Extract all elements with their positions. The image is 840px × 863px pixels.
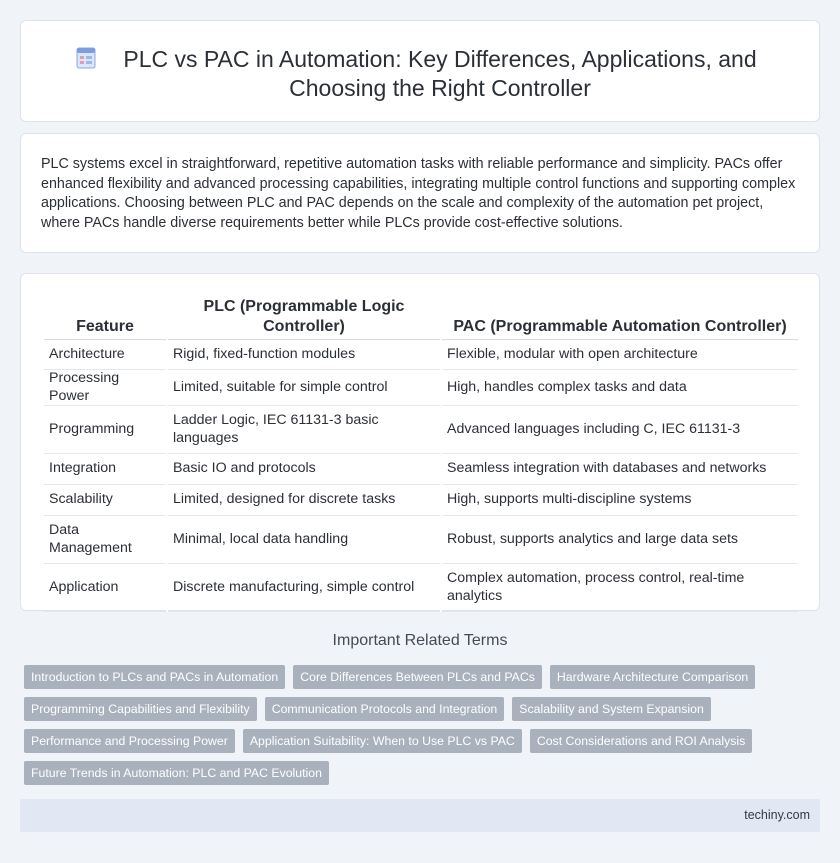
pac-cell: High, supports multi-discipline systems bbox=[441, 485, 798, 516]
related-term-tag[interactable]: Communication Protocols and Integration bbox=[265, 697, 505, 721]
comparison-table-card bbox=[20, 273, 820, 611]
plc-cell: Minimal, local data handling bbox=[167, 516, 441, 564]
related-term-tag[interactable]: Scalability and System Expansion bbox=[512, 697, 711, 721]
related-terms-tags bbox=[24, 665, 824, 793]
header-pac: PAC (Programmable Automation Controller) bbox=[441, 297, 798, 340]
feature-cell: Integration bbox=[44, 454, 167, 485]
related-term-tag[interactable]: Introduction to PLCs and PACs in Automation bbox=[24, 665, 285, 689]
table-row bbox=[44, 406, 798, 454]
summary-text: PLC systems excel in straightforward, repetitive automation tasks with reliable performance and simplicity. PACs offer enhanced flexibility and advanced processing capabilities, integrating multiple control functions and supporting complex applications. Choosing between PLC and PAC depends on the scale and complexity of the automation pet project, where PACs handle diverse requirements better while PLCs provide cost-effective solutions. bbox=[41, 156, 796, 231]
plc-cell: Rigid, fixed-function modules bbox=[167, 340, 441, 370]
feature-cell: Data Management bbox=[44, 516, 167, 564]
footer-bar bbox=[20, 799, 820, 832]
plc-cell: Limited, designed for discrete tasks bbox=[167, 485, 441, 516]
related-term-tag[interactable]: Programming Capabilities and Flexibility bbox=[24, 697, 257, 721]
header-feature: Feature bbox=[44, 297, 167, 340]
page-title: PLC vs PAC in Automation: Key Differences, Applications, and Choosing the Right Controller bbox=[123, 46, 757, 101]
table-header-row bbox=[44, 297, 798, 340]
feature-cell: Programming bbox=[44, 406, 167, 454]
related-terms-heading: Important Related Terms bbox=[332, 632, 508, 649]
footer-site-link[interactable]: techiny.com bbox=[744, 808, 810, 822]
plc-cell: Ladder Logic, IEC 61131-3 basic languages bbox=[167, 406, 441, 454]
feature-cell: Architecture bbox=[44, 340, 167, 370]
pac-cell: Robust, supports analytics and large data sets bbox=[441, 516, 798, 564]
table-row bbox=[44, 340, 798, 370]
table-row bbox=[44, 516, 798, 564]
table-row bbox=[44, 454, 798, 485]
related-term-tag[interactable]: Core Differences Between PLCs and PACs bbox=[293, 665, 542, 689]
feature-cell: Processing Power bbox=[44, 370, 167, 406]
plc-cell: Basic IO and protocols bbox=[167, 454, 441, 485]
plc-cell: Limited, suitable for simple control bbox=[167, 370, 441, 406]
pac-cell: Flexible, modular with open architecture bbox=[441, 340, 798, 370]
title-card bbox=[20, 20, 820, 122]
summary-card bbox=[20, 133, 820, 253]
comparison-table bbox=[44, 297, 798, 612]
related-term-tag[interactable]: Application Suitability: When to Use PLC vs PAC bbox=[243, 729, 522, 753]
feature-cell: Scalability bbox=[44, 485, 167, 516]
pac-cell: Advanced languages including C, IEC 61131-3 bbox=[441, 406, 798, 454]
pac-cell: Seamless integration with databases and networks bbox=[441, 454, 798, 485]
header-plc: PLC (Programmable Logic Controller) bbox=[167, 297, 441, 340]
pac-cell: Complex automation, process control, real-time analytics bbox=[441, 564, 798, 612]
related-term-tag[interactable]: Future Trends in Automation: PLC and PAC Evolution bbox=[24, 761, 329, 785]
table-row bbox=[44, 485, 798, 516]
table-row bbox=[44, 370, 798, 406]
plc-cell: Discrete manufacturing, simple control bbox=[167, 564, 441, 612]
feature-cell: Application bbox=[44, 564, 167, 612]
related-term-tag[interactable]: Performance and Processing Power bbox=[24, 729, 235, 753]
pac-cell: High, handles complex tasks and data bbox=[441, 370, 798, 406]
related-term-tag[interactable]: Cost Considerations and ROI Analysis bbox=[530, 729, 752, 753]
table-row bbox=[44, 564, 798, 612]
related-term-tag[interactable]: Hardware Architecture Comparison bbox=[550, 665, 755, 689]
